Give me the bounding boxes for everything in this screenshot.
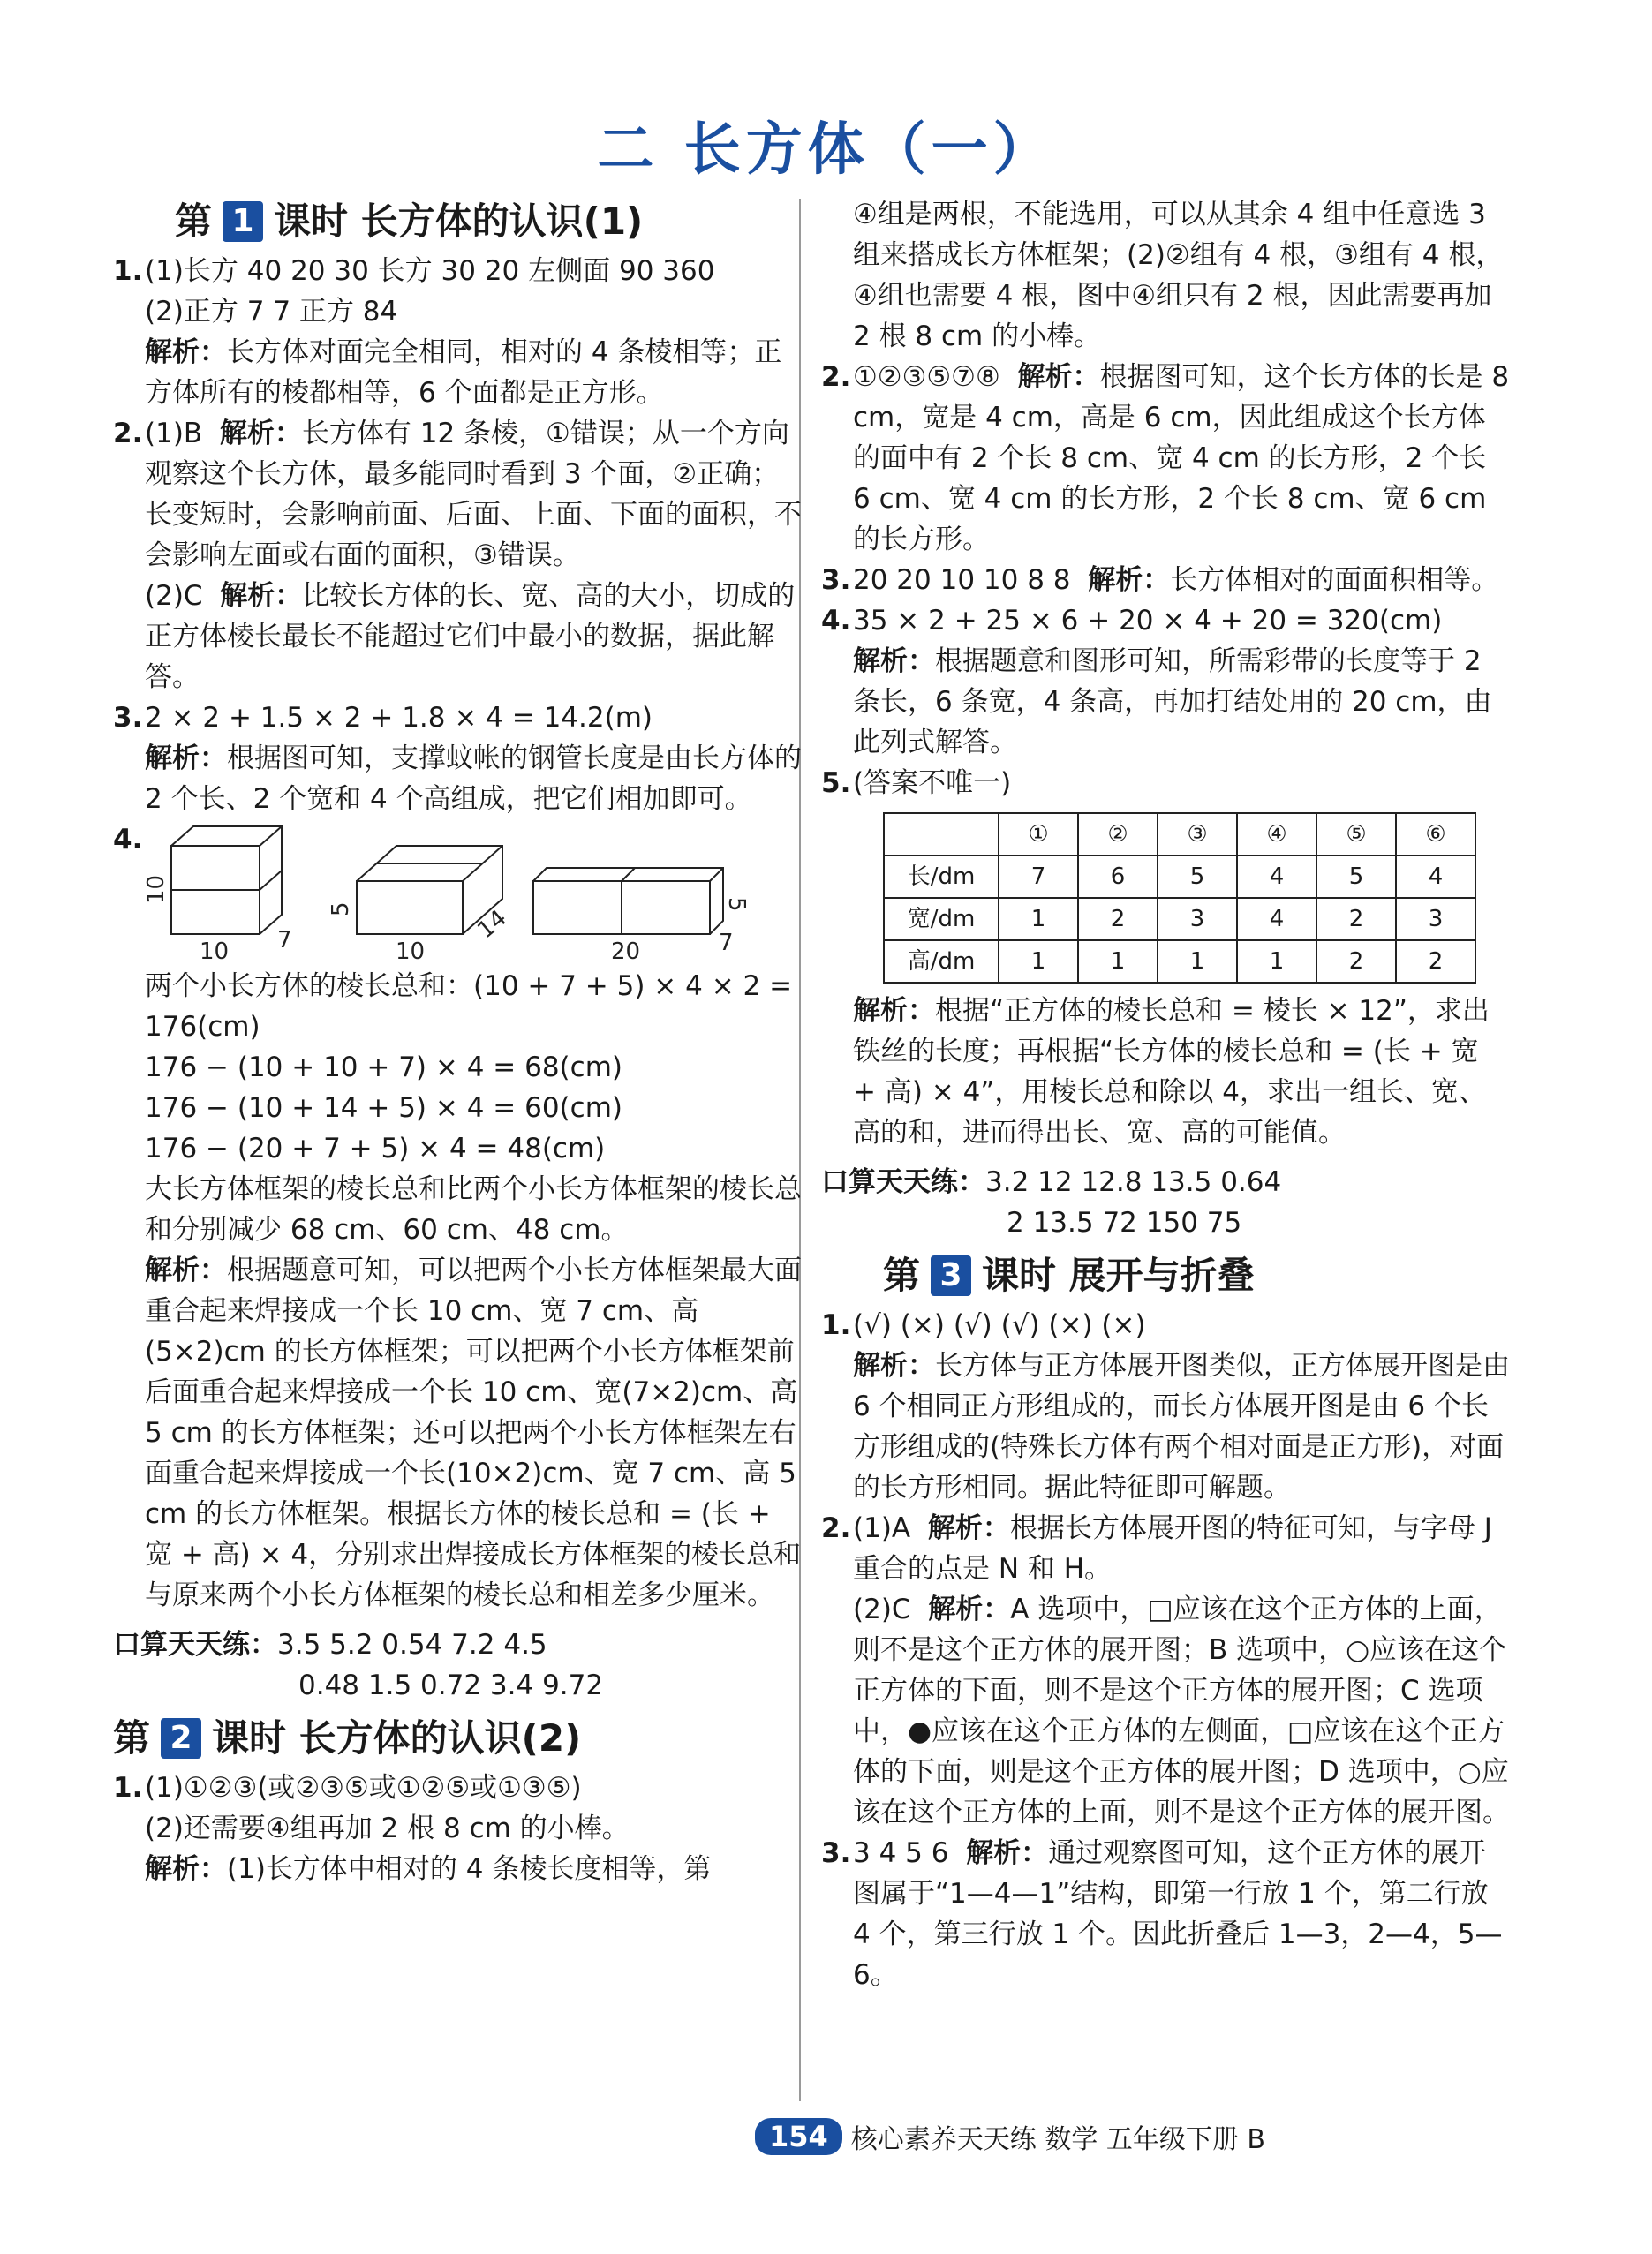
analysis-label: 解析： (853, 645, 935, 677)
section-heading-3 (821, 1255, 1510, 1296)
analysis-text: 比较长方体的长、宽、高的大小，切成的正方体棱长最长不能超过它们中最小的数据，据此解答。 (145, 580, 796, 693)
table-cell: 2 (1078, 898, 1158, 940)
dim-label: 10 (145, 874, 170, 904)
item-number: 3. (821, 1837, 851, 1869)
table-row (884, 856, 1475, 898)
answer-text: (2)C (853, 1594, 911, 1625)
table-header-row (884, 813, 1475, 856)
page-footer (755, 2117, 1265, 2156)
answer-item (821, 1833, 1510, 1995)
analysis-text: 通过观察图可知，这个正方体的展开图属于“1—4—1”结构，即第一行放 1 个，第二行放 4 个，第三行放 1 个。因此折叠后 1—3，2—4，5—6。 (853, 1837, 1503, 1991)
table-cell: ④ (1237, 813, 1316, 856)
section-title: 课时 展开与折叠 (982, 1254, 1255, 1297)
analysis (145, 332, 802, 413)
analysis-label: 解析： (853, 995, 935, 1027)
table-cell: 5 (1316, 856, 1396, 898)
dim-label: 10 (200, 939, 230, 961)
analysis-label: 解析： (1017, 361, 1100, 393)
dim-label: 7 (277, 927, 292, 954)
analysis (145, 738, 802, 819)
table-cell (884, 813, 999, 856)
answer-item (113, 1768, 802, 1889)
mental-math-1 (113, 1625, 802, 1706)
dim-label: 10 (396, 939, 426, 961)
answer-item (821, 763, 1510, 803)
analysis-label: 解析： (145, 336, 227, 368)
table-cell: 1 (999, 898, 1078, 940)
mental-math-answers: 3.2 12 12.8 13.5 0.64 (985, 1166, 1282, 1198)
table-cell: 1 (999, 940, 1078, 983)
answer-text: 176 − (10 + 14 + 5) × 4 = 60(cm) (145, 1092, 622, 1124)
item-number: 2. (821, 361, 851, 393)
analysis-text: A 选项中，□应该在这个正方体的上面，则不是这个正方体的展开图；B 选项中，○应该在这个正方体的下面，则不是这个正方体的展开图；C 选项中，●应该在这个正方体的左侧面，□应该在这个正方体的下面，则是这个正方体的展开图；D 选项中，○应该在这个正方体的上面，则不是这个正方体的展开图。 (853, 1594, 1510, 1828)
analysis-text: 根据“正方体的棱长总和 = 棱长 × 12”，求出铁丝的长度；再根据“长方体的棱长总和 = (长 + 宽 + 高) × 4”，用棱长总和除以 4，求出一组长、宽、高的和，进而得出长、宽、高的可能值。 (853, 995, 1490, 1149)
item-number: 2. (113, 418, 143, 449)
analysis (145, 1250, 802, 1616)
table-cell: 高/dm (884, 940, 999, 983)
cuboid-figures (145, 819, 802, 961)
analysis-label: 解析： (145, 1255, 227, 1286)
table-cell: 2 (1316, 898, 1396, 940)
section-title: 课时 长方体的认识(1) (274, 200, 644, 243)
dimension-table (883, 812, 1476, 984)
section-heading-1 (113, 201, 802, 242)
answer-item (821, 600, 1510, 763)
answer-text: 20 20 10 10 8 8 (853, 564, 1071, 596)
answer-text: 2 × 2 + 1.5 × 2 + 1.8 × 4 = 14.2(m) (145, 702, 653, 734)
answer-text: ①②③⑤⑦⑧ (853, 361, 1000, 393)
analysis-label: 解析： (220, 580, 303, 612)
table-cell: 1 (1078, 940, 1158, 983)
analysis (145, 413, 802, 576)
analysis (145, 1849, 802, 1889)
item-number: 4. (821, 605, 851, 637)
analysis (145, 576, 802, 697)
table-cell: ② (1078, 813, 1158, 856)
book-title: 核心素养天天练 数学 五年级下册 B (850, 2124, 1265, 2155)
analysis-text: 长方体对面完全相同，相对的 4 条棱相等；正方体所有的棱都相等，6 个面都是正方形。 (145, 336, 782, 409)
table-row (884, 940, 1475, 983)
answer-text: 两个小长方体的棱长总和：(10 + 7 + 5) × 4 × 2 = 176(cm) (145, 970, 793, 1043)
table-cell: 长/dm (884, 856, 999, 898)
answer-text: 3 4 5 6 (853, 1837, 949, 1869)
table-cell: 7 (999, 856, 1078, 898)
answer-text: 176 − (10 + 10 + 7) × 4 = 68(cm) (145, 1052, 622, 1083)
answer-text: (答案不唯一) (853, 767, 1012, 799)
page-number: 154 (755, 2118, 842, 2155)
answer-item (113, 413, 802, 697)
answer-text: 176 − (20 + 7 + 5) × 4 = 48(cm) (145, 1133, 606, 1165)
analysis-text: 长方体有 12 条棱，①错误；从一个方向观察这个长方体，最多能同时看到 3 个面，②正确；长变短时，会影响前面、后面、上面、下面的面积，不会影响左面或右面的面积，③错误。 (145, 418, 802, 571)
cuboid-diagrams (145, 819, 781, 961)
analysis-text: 长方体相对的面面积相等。 (1170, 564, 1499, 596)
lesson-number-badge: 3 (931, 1255, 971, 1296)
section-prefix: 第 (113, 1716, 151, 1760)
answer-text: (1)①②③(或②③⑤或①②⑤或①③⑤) (145, 1772, 582, 1804)
mental-math-answers: 2 13.5 72 150 75 (1007, 1207, 1242, 1239)
item-number: 3. (821, 564, 851, 596)
left-column (113, 194, 802, 1889)
item-number: 4. (113, 824, 143, 856)
dim-label: 5 (723, 897, 750, 912)
table-cell: 3 (1158, 898, 1237, 940)
answer-text: (2)还需要④组再加 2 根 8 cm 的小棒。 (145, 1813, 630, 1844)
item-number: 1. (821, 1309, 851, 1341)
analysis-text: 根据长方体展开图的特征可知，与字母 J 重合的点是 N 和 H。 (853, 1512, 1492, 1585)
item-number: 2. (821, 1512, 851, 1544)
item-number: 5. (821, 767, 851, 799)
analysis-text: 根据图可知，这个长方体的长是 8 cm，宽是 4 cm，高是 6 cm，因此组成这个长方体的面中有 2 个长 8 cm、宽 4 cm 的长方形，2 个长 6 cm、宽 4 cm 的长方形，2 个长 8 cm、宽 6 cm 的长方形。 (853, 361, 1510, 555)
dim-label: 7 (719, 930, 734, 956)
answer-item (821, 1305, 1510, 1508)
analysis-text: 长方体与正方体展开图类似，正方体展开图是由 6 个相同正方形组成的，而长方体展开图是由 6 个长方形组成的(特殊长方体有两个相对面是正方形)，对面的长方形相同。据此特征即可解题。 (853, 1350, 1510, 1504)
chapter-title: 二 长方体（一） (597, 117, 1055, 183)
mental-math-label: 口算天天练： (113, 1629, 277, 1661)
dim-label: 20 (611, 939, 641, 961)
table-cell: 宽/dm (884, 898, 999, 940)
table-cell: ③ (1158, 813, 1237, 856)
analysis-label: 解析： (966, 1837, 1049, 1869)
section-title: 课时 长方体的认识(2) (212, 1716, 582, 1760)
lesson-number-badge: 2 (161, 1718, 201, 1759)
answer-text: (√) (×) (√) (√) (×) (×) (853, 1309, 1146, 1341)
mental-math-label: 口算天天练： (821, 1166, 985, 1198)
answer-text: 35 × 2 + 25 × 6 + 20 × 4 + 20 = 320(cm) (853, 605, 1443, 637)
answer-text: (1)B (145, 418, 203, 449)
answer-text: (2)正方 7 7 正方 84 (145, 296, 398, 328)
analysis-label: 解析： (927, 1512, 1010, 1544)
table-cell: 6 (1078, 856, 1158, 898)
table-cell: 4 (1237, 898, 1316, 940)
answer-text: (1)A (853, 1512, 911, 1544)
analysis-text: 根据图可知，支撑蚊帐的钢管长度是由长方体的 2 个长、2 个宽和 4 个高组成，把它们相加即可。 (145, 743, 802, 815)
dim-label: 5 (328, 901, 354, 916)
section-prefix: 第 (175, 200, 213, 243)
answer-item (821, 1508, 1510, 1833)
item-number: 1. (113, 255, 143, 287)
answer-text: 大长方体框架的棱长总和比两个小长方体框架的棱长总和分别减少 68 cm、60 cm、48 cm。 (145, 1173, 802, 1246)
table-row (884, 898, 1475, 940)
mental-math-2 (821, 1162, 1510, 1243)
table-cell: ⑤ (1316, 813, 1396, 856)
analysis-label: 解析： (928, 1594, 1011, 1625)
item-number: 1. (113, 1772, 143, 1804)
table-cell: 1 (1237, 940, 1316, 983)
analysis-label: 解析： (145, 743, 227, 774)
analysis-label: 解析： (853, 1350, 935, 1382)
table-cell: 5 (1158, 856, 1237, 898)
section-prefix: 第 (883, 1254, 921, 1297)
table-cell: 2 (1396, 940, 1475, 983)
analysis-text: (1)长方体中相对的 4 条棱长度相等，第 (227, 1853, 712, 1885)
answer-item (113, 251, 802, 413)
table-cell: ① (999, 813, 1078, 856)
answer-item (821, 357, 1510, 560)
right-column (821, 194, 1510, 1995)
continued-analysis: ④组是两根，不能选用，可以从其余 4 组中任意选 3 组来搭成长方体框架；(2)②组有 4 根，③组有 4 根，④组也需要 4 根，图中④组只有 2 根，因此需要再加 2 根 8 cm 的小棒。 (853, 199, 1504, 352)
table-cell: 2 (1316, 940, 1396, 983)
table-cell: 4 (1396, 856, 1475, 898)
section-heading-2 (113, 1718, 802, 1759)
analysis-text: 根据题意和图形可知，所需彩带的长度等于 2 条长，6 条宽，4 条高，再加打结处用的 20 cm，由此列式解答。 (853, 645, 1492, 758)
table-cell: 1 (1158, 940, 1237, 983)
lesson-number-badge: 1 (223, 201, 263, 242)
mental-math-answers: 0.48 1.5 0.72 3.4 9.72 (298, 1670, 604, 1701)
answer-item (113, 819, 802, 1616)
analysis-label: 解析： (219, 418, 302, 449)
dim-label: 14 (472, 904, 512, 945)
answer-item (113, 697, 802, 819)
analysis-text: 根据题意可知，可以把两个小长方体框架最大面重合起来焊接成一个长 10 cm、宽 7 cm、高(5×2)cm 的长方体框架；可以把两个小长方体框架前后面重合起来焊接成一个长 10 cm、宽(7×2)cm、高 5 cm 的长方体框架；还可以把两个小长方体框架左右面重合起来焊接成一个长(10×2)cm、宽 7 cm、高 5 cm 的长方体框架。根据长方体的棱长总和 = (长 + 宽 + 高) × 4，分别求出焊接成长方体框架的棱长总和与原来两个小长方体框架的棱长总和相差多少厘米。 (145, 1255, 802, 1611)
mental-math-answers: 3.5 5.2 0.54 7.2 4.5 (277, 1629, 547, 1661)
analysis-label: 解析： (1088, 564, 1171, 596)
table-cell: 4 (1237, 856, 1316, 898)
answer-text: (1)长方 40 20 30 长方 30 20 左侧面 90 360 (145, 255, 715, 287)
item-number: 3. (113, 702, 143, 734)
answer-text: (2)C (145, 580, 203, 612)
analysis-label: 解析： (145, 1853, 227, 1885)
table-cell: 3 (1396, 898, 1475, 940)
table-cell: ⑥ (1396, 813, 1475, 856)
answer-item (821, 560, 1510, 600)
